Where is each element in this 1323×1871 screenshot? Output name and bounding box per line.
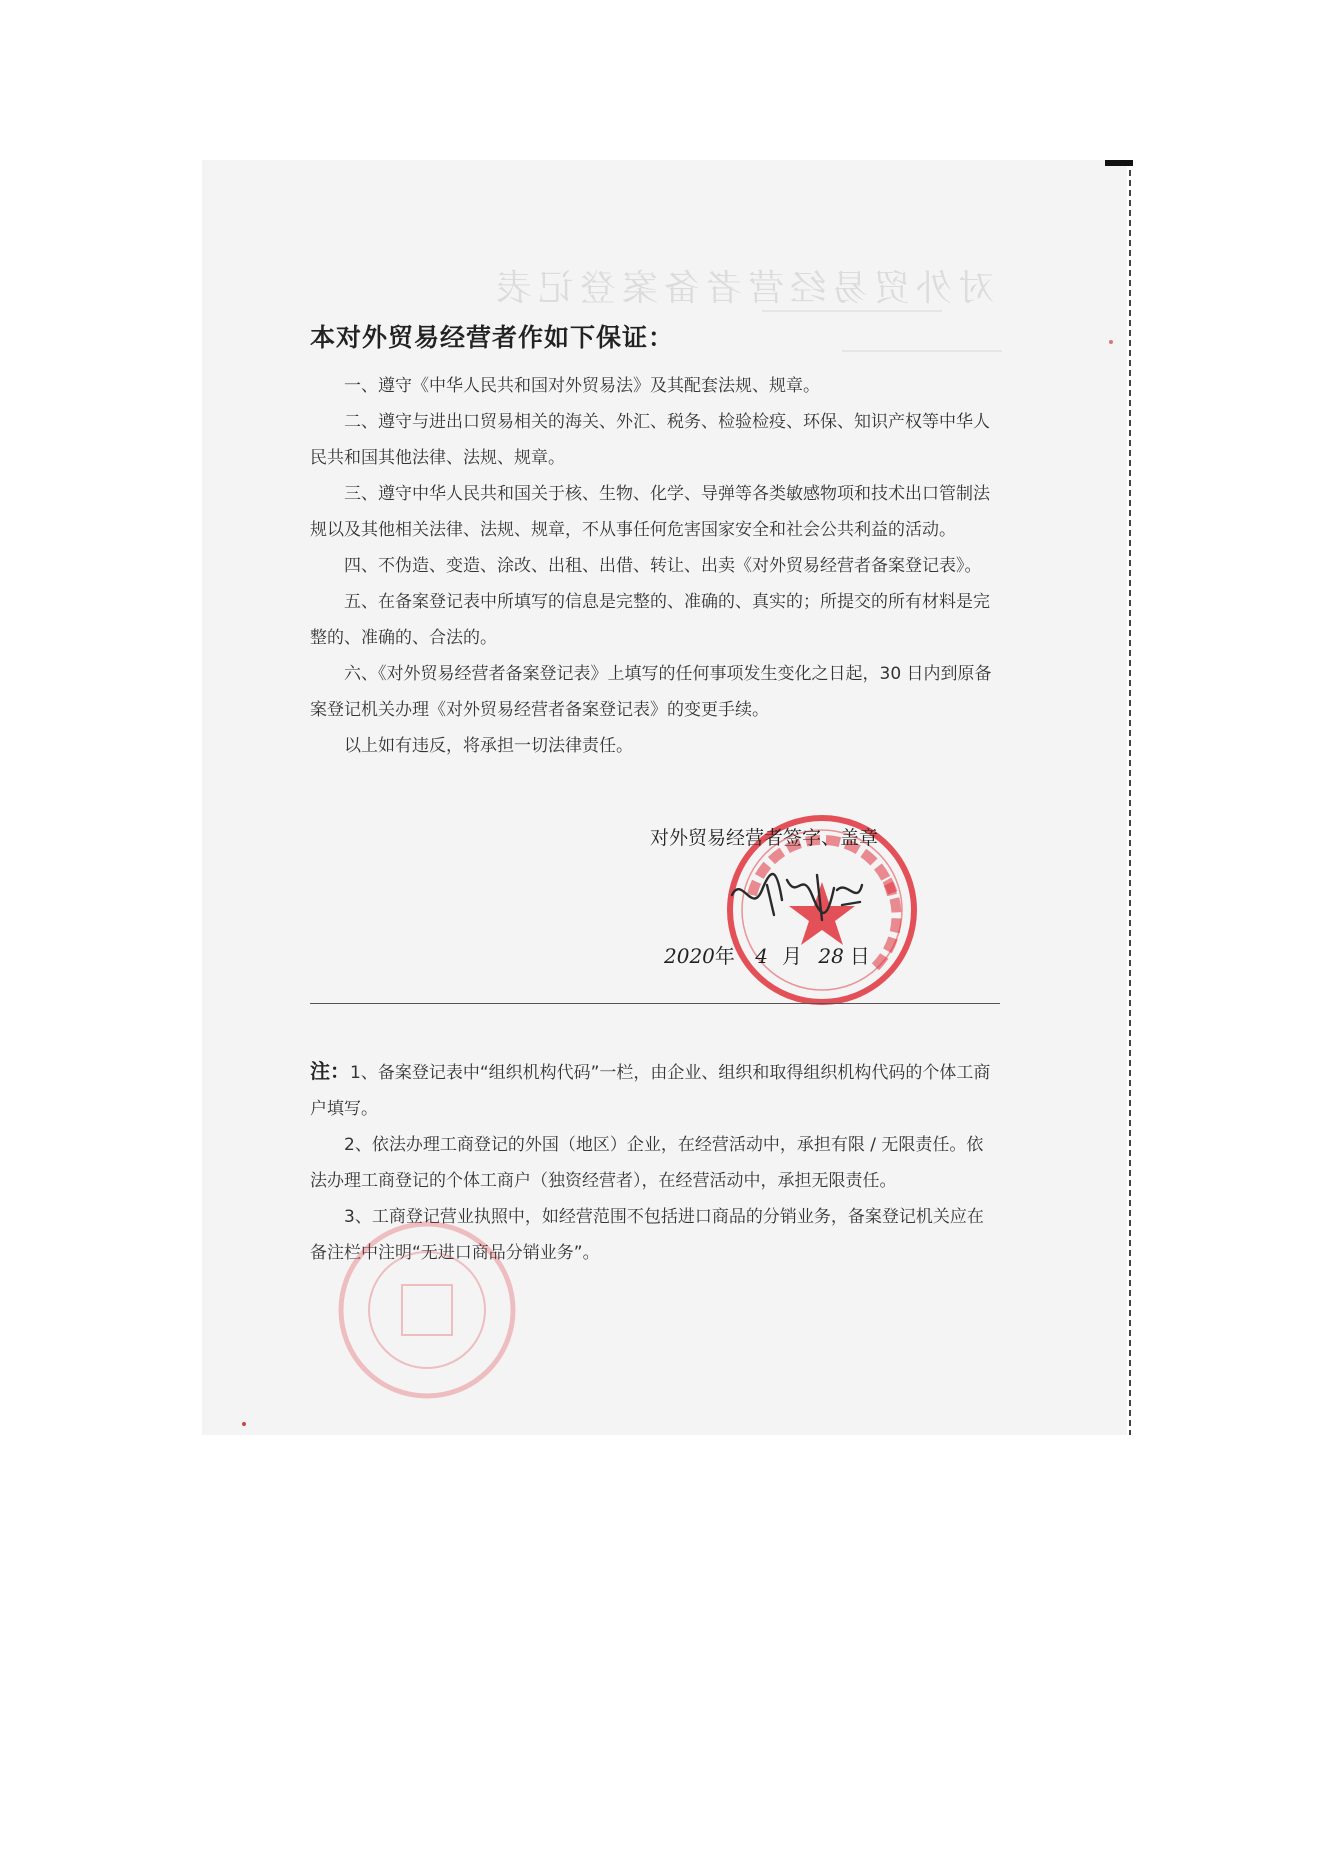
guarantee-heading: 本对外贸易经营者作如下保证： — [310, 323, 675, 352]
scan-corner-mark — [1105, 160, 1133, 166]
faint-seal-show-through — [332, 1215, 522, 1405]
scan-speck — [242, 1422, 246, 1426]
show-through-line — [762, 310, 942, 312]
clause-4: 四、不伪造、变造、涂改、出租、出借、转让、出卖《对外贸易经营者备案登记表》。 — [344, 556, 982, 576]
date-month-unit: 月 — [782, 944, 802, 968]
signing-date — [664, 940, 870, 969]
liability-statement: 以上如有违反，将承担一切法律责任。 — [344, 736, 633, 756]
date-day: 28 — [818, 944, 844, 968]
scanned-page — [202, 160, 1127, 1435]
scan-perforated-edge — [1129, 160, 1131, 1435]
date-year: 2020 — [664, 944, 715, 968]
date-year-unit: 年 — [714, 944, 735, 968]
signature-label: 对外贸易经营者签字、盖章 — [650, 827, 879, 849]
note-2: 2、依法办理工商登记的外国（地区）企业，在经营活动中，承担有限 / 无限责任。依法办理工商登记的个体工商户（独资经营者），在经营活动中，承担无限责任。 — [310, 1135, 984, 1191]
section-divider — [310, 1003, 1000, 1004]
notes-prefix: 注： — [310, 1059, 350, 1083]
date-day-unit: 日 — [849, 944, 870, 968]
note-1 — [310, 1053, 1000, 1127]
clause-1: 一、遵守《中华人民共和国对外贸易法》及其配套法规、规章。 — [344, 376, 820, 396]
guarantee-clauses — [310, 368, 1000, 764]
clause-3: 三、遵守中华人民共和国关于核、生物、化学、导弹等各类敏感物项和技术出口管制法规以及其他相关法律、法规、规章，不从事任何危害国家安全和社会公共利益的活动。 — [310, 484, 990, 540]
clause-6: 六、《对外贸易经营者备案登记表》上填写的任何事项发生变化之日起，30 日内到原备案登记机关办理《对外贸易经营者备案登记表》的变更手续。 — [310, 664, 992, 720]
note-3: 3、工商登记营业执照中，如经营范围不包括进口商品的分销业务，备案登记机关应在备注栏中注明“无进口商品分销业务”。 — [310, 1207, 984, 1263]
show-through-line — [842, 350, 1002, 352]
scan-speck — [1109, 340, 1113, 344]
clause-5: 五、在备案登记表中所填写的信息是完整的、准确的、真实的；所提交的所有材料是完整的、准确的、合法的。 — [310, 592, 990, 648]
date-month: 4 — [755, 944, 768, 968]
show-through-title: 对外贸易经营者备案登记表 — [490, 268, 995, 309]
clause-2: 二、遵守与进出口贸易相关的海关、外汇、税务、检验检疫、环保、知识产权等中华人民共和国其他法律、法规、规章。 — [310, 412, 990, 468]
note-1-text: 1、备案登记表中“组织机构代码”一栏，由企业、组织和取得组织机构代码的个体工商户填写。 — [310, 1063, 991, 1119]
handwritten-signature — [722, 860, 872, 930]
